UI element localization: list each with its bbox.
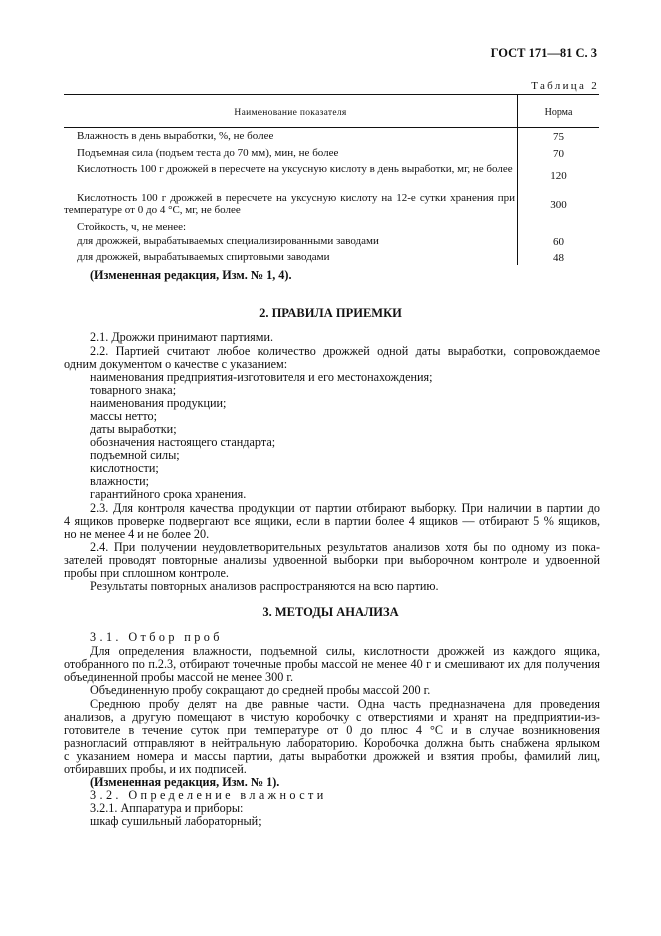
table-header-norm: Норма — [544, 107, 573, 118]
table-row-name: Влажность в день выработки, %, не более — [77, 130, 274, 142]
section-2-title: 2. ПРАВИЛА ПРИЕМКИ — [259, 306, 402, 320]
table-row-name: Стойкость, ч, не менее: — [77, 221, 187, 233]
section-3-title: 3. МЕТОДЫ АНАЛИЗА — [262, 605, 399, 619]
list-item: влажности; — [90, 474, 150, 488]
paragraph-line: 2.4. При получении неудовлетворительных результатов анализов хотя бы по одному из пока- — [90, 540, 600, 554]
table-row-norm: 300 — [550, 199, 567, 211]
table-caption: Таблица 2 — [531, 80, 599, 92]
paragraph-line: 2.2. Партией считают любое количество дрожжей одной даты выработки, сопровождаемое — [90, 344, 600, 358]
table-header-rule — [64, 127, 599, 128]
paragraph-line: пробы при сплошном контроле. — [64, 566, 229, 580]
list-item: кислотности; — [90, 461, 159, 475]
paragraph-line: готовителе в течение суток при температуре от 0 до плюс 4 °С и в случае возникновения — [64, 723, 600, 737]
paragraph-line: но не менее 4 и не более 20. — [64, 527, 210, 541]
amendment-note: (Измененная редакция, Изм. № 1). — [90, 775, 280, 789]
paragraph-line: 2.1. Дрожжи принимают партиями. — [90, 330, 274, 344]
paragraph-line: 2.3. Для контроля качества продукции от партии отбирают выборку. При наличии в партии до — [90, 501, 600, 515]
paragraph-line: Объединенную пробу сокращают до средней пробы массой 200 г. — [90, 683, 431, 697]
list-item: подъемной силы; — [90, 448, 180, 462]
list-item: гарантийного срока хранения. — [90, 487, 247, 501]
list-item: наименования предприятия-изготовителя и его местонахождения; — [90, 370, 433, 384]
table-row-norm: 70 — [553, 148, 564, 160]
norms-table — [64, 94, 599, 265]
paragraph-line: Среднюю пробу делят на две равные части. Одна часть предназначена для проведения — [90, 697, 600, 711]
table-row-name: для дрожжей, вырабатываемых спиртовыми заводами — [77, 251, 330, 263]
paragraph-line: отбиравших пробы, и их подписей. — [64, 762, 247, 776]
table-row-name: Кислотность 100 г дрожжей в пересчете на уксусную кислоту на 12-е сутки хранения при температуре от 0 до 4 °С, мг, не более — [64, 192, 515, 216]
paragraph-line: Результаты повторных анализов распространяются на всю партию. — [90, 579, 439, 593]
list-item: массы нетто; — [90, 409, 157, 423]
subsection-title: 3.2. Определение влажности — [90, 788, 327, 802]
list-item: шкаф сушильный лабораторный; — [90, 814, 262, 828]
table-row-norm: 60 — [553, 236, 564, 248]
table-row-name: Кислотность 100 г дрожжей в пересчете на уксусную кислоту в день выработки, мг, не более — [77, 163, 513, 175]
list-item: наименования продукции; — [90, 396, 227, 410]
paragraph-line: с указанием номера и массы партии, даты выработки дрожжей и взятия пробы, фамилий лиц, — [64, 749, 600, 763]
paragraph-line: одним документом о качестве с указанием: — [64, 357, 288, 371]
table-top-rule — [64, 94, 599, 95]
paragraph-line: объединенной пробы массой не менее 300 г. — [64, 670, 294, 684]
table-row-norm: 120 — [550, 170, 567, 182]
list-item: обозначения настоящего стандарта; — [90, 435, 276, 449]
list-item: даты выработки; — [90, 422, 177, 436]
table-row-name: для дрожжей, вырабатываемых специализированными заводами — [77, 235, 379, 247]
page-header: ГОСТ 171—81 С. 3 — [490, 46, 597, 60]
paragraph-line: отобранного по п.2.3, отбирают точечные пробы массой не менее 40 г и смешивают их для получения — [64, 657, 600, 671]
amendment-note: (Измененная редакция, Изм. № 1, 4). — [90, 268, 292, 282]
paragraph-line: разногласий отправляют в нейтральную лабораторию. Коробочка должна быть снабжена ярлыком — [64, 736, 600, 750]
paragraph-line: Для определения влажности, подъемной силы, кислотности дрожжей из каждого ящика, — [90, 644, 600, 658]
table-row-norm: 48 — [553, 252, 564, 264]
subsection-title: 3.2.1. Аппаратура и приборы: — [90, 801, 244, 815]
table-row-name: Подъемная сила (подъем теста до 70 мм), мин, не более — [77, 147, 339, 159]
paragraph-line: анализов, а другую помещают в чистую коробочку с отверстиями и хранят на предприятии-из- — [64, 710, 600, 724]
paragraph-line: зателей проводят повторные анализы удвоенной выборки при выборочном контроле и удвоенной — [64, 553, 600, 567]
list-item: товарного знака; — [90, 383, 177, 397]
table-header-name: Наименование показателя — [234, 108, 347, 118]
table-row-norm: 75 — [553, 131, 564, 143]
subsection-title: 3.1. Отбор проб — [90, 630, 223, 644]
paragraph-line: 4 ящиков проверке подвергают все ящики, если в партии более 4 ящиков — отбирают 5 % ящиков, — [64, 514, 600, 528]
